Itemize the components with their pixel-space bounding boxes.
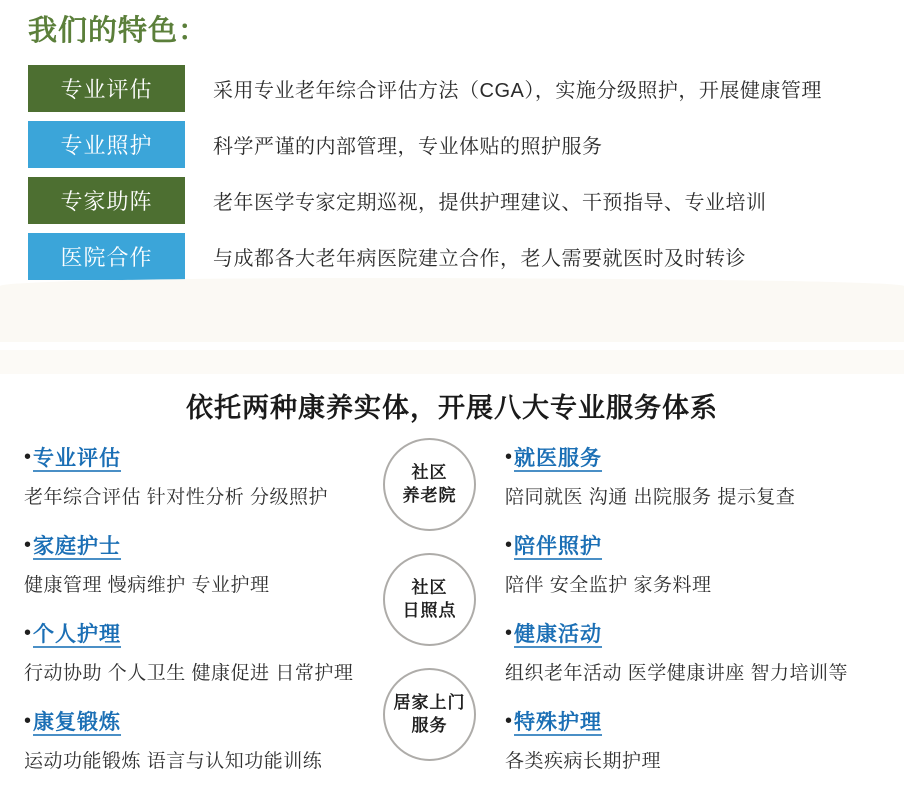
entity-circle-home-visit <box>383 668 476 761</box>
service-item-header <box>505 706 895 736</box>
feature-row <box>28 233 888 280</box>
entity-circle-community-nursing-home <box>383 438 476 531</box>
feature-description: 与成都各大老年病医院建立合作，老人需要就医时及时转诊 <box>213 248 746 270</box>
feature-badge: 专家助阵 <box>28 177 185 224</box>
service-item <box>505 618 895 685</box>
entity-circle-label: 日照点 <box>402 600 457 620</box>
services-title: 依托两种康养实体，开展八大专业服务体系 <box>186 393 718 423</box>
service-link-companion-care[interactable]: 陪伴照护 <box>514 535 603 558</box>
bullet-icon: • <box>24 622 32 644</box>
service-item-description: 各类疾病长期护理 <box>505 751 662 772</box>
service-item-description: 运动功能锻炼 语言与认知功能训练 <box>24 751 323 772</box>
entity-circle-label: 服务 <box>411 715 448 735</box>
service-item-description: 陪伴 安全监护 家务料理 <box>505 575 712 596</box>
service-item <box>24 442 374 509</box>
service-item <box>24 618 374 685</box>
service-link-rehab-exercise[interactable]: 康复锻炼 <box>33 711 122 734</box>
feature-badge: 专业评估 <box>28 65 185 112</box>
bullet-icon: • <box>24 534 32 556</box>
feature-badge: 专业照护 <box>28 121 185 168</box>
service-item-description: 组织老年活动 医学健康讲座 智力培训等 <box>505 663 849 684</box>
features-title: 我们的特色： <box>28 15 209 47</box>
service-item-header <box>24 706 374 736</box>
feature-row <box>28 65 888 112</box>
features-section <box>28 8 888 289</box>
service-item-description: 陪同就医 沟通 出院服务 提示复查 <box>505 487 796 508</box>
entity-circle-label: 居家上门 <box>393 692 466 712</box>
service-item-header <box>505 530 895 560</box>
service-link-special-nursing[interactable]: 特殊护理 <box>514 711 603 734</box>
entity-circle-label: 社区 <box>411 577 448 597</box>
service-link-family-nurse[interactable]: 家庭护士 <box>33 535 122 558</box>
bullet-icon: • <box>505 622 513 644</box>
service-link-personal-care[interactable]: 个人护理 <box>33 623 122 646</box>
service-item <box>24 706 374 773</box>
service-item <box>24 530 374 597</box>
bullet-icon: • <box>505 446 513 468</box>
entity-circle-label: 养老院 <box>402 485 457 505</box>
service-item-description: 行动协助 个人卫生 健康促进 日常护理 <box>24 663 354 684</box>
feature-row <box>28 177 888 224</box>
entity-circles <box>383 438 478 761</box>
service-item-header <box>24 530 374 560</box>
service-item <box>505 706 895 773</box>
bullet-icon: • <box>24 446 32 468</box>
services-section <box>0 370 904 782</box>
service-item-header <box>24 442 374 472</box>
feature-description: 采用专业老年综合评估方法（CGA），实施分级照护，开展健康管理 <box>213 80 822 102</box>
service-link-health-activities[interactable]: 健康活动 <box>514 623 603 646</box>
feature-description: 老年医学专家定期巡视，提供护理建议、干预指导、专业培训 <box>213 192 767 214</box>
service-item-header <box>505 618 895 648</box>
service-link-professional-assessment[interactable]: 专业评估 <box>33 447 122 470</box>
service-item <box>505 442 895 509</box>
entity-circle-label: 社区 <box>411 462 448 482</box>
service-item-header <box>24 618 374 648</box>
service-item-description: 健康管理 慢病维护 专业护理 <box>24 575 270 596</box>
feature-badge: 医院合作 <box>28 233 185 280</box>
entity-circle-community-daycare <box>383 553 476 646</box>
services-left-column <box>24 442 374 794</box>
service-link-medical-escort[interactable]: 就医服务 <box>514 447 603 470</box>
feature-description: 科学严谨的内部管理，专业体贴的照护服务 <box>213 136 603 158</box>
service-item-header <box>505 442 895 472</box>
bullet-icon: • <box>24 710 32 732</box>
feature-row <box>28 121 888 168</box>
bullet-icon: • <box>505 710 513 732</box>
service-item <box>505 530 895 597</box>
bullet-icon: • <box>505 534 513 556</box>
service-item-description: 老年综合评估 针对性分析 分级照护 <box>24 487 329 508</box>
services-right-column <box>505 442 895 794</box>
